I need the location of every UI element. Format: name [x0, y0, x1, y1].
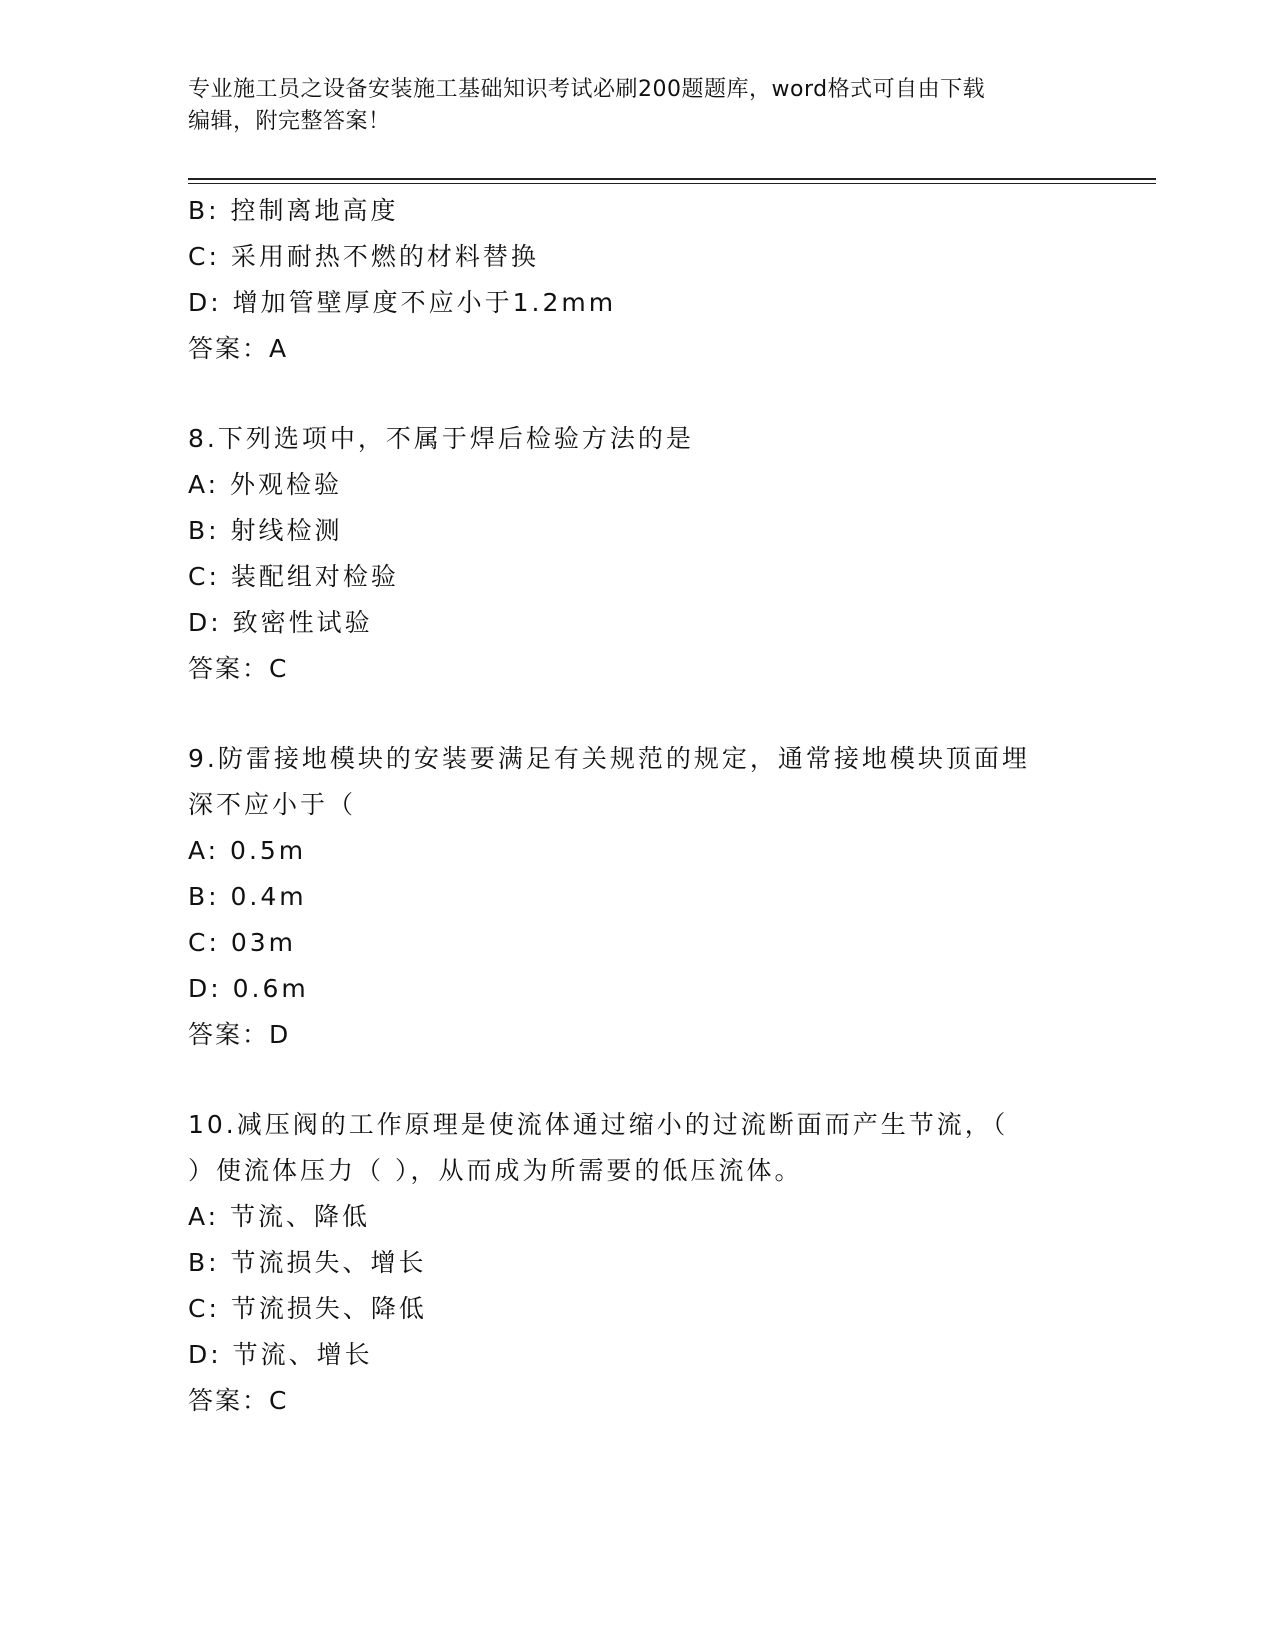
option-d: D: 增加管壁厚度不应小于1.2mm — [188, 288, 617, 317]
spacer — [188, 1058, 1068, 1102]
header-divider-thick — [188, 178, 1156, 180]
question-text-line-2: ）使流体压力（ ），从而成为所需要的低压流体。 — [188, 1156, 803, 1185]
question-text: 8.下列选项中，不属于焊后检验方法的是 — [188, 424, 694, 453]
answer-line: 答案：A — [188, 334, 289, 363]
header-title-line-1: 专业施工员之设备安装施工基础知识考试必刷200题题库，word格式可自由下载 — [188, 77, 986, 102]
question-block-7 — [188, 188, 1068, 372]
question-list — [188, 188, 1068, 1424]
option-a: A: 0.5m — [188, 836, 307, 865]
header-title-line-2: 编辑，附完整答案！ — [188, 109, 391, 134]
option-c: C: 装配组对检验 — [188, 562, 399, 591]
option-b: B: 控制离地高度 — [188, 196, 399, 225]
option-c: C: 节流损失、降低 — [188, 1294, 427, 1323]
question-block-8 — [188, 416, 1068, 692]
question-block-9 — [188, 736, 1068, 1058]
spacer — [188, 372, 1068, 416]
question-text-line-2: 深不应小于（ — [188, 790, 357, 819]
option-b: B: 射线检测 — [188, 516, 343, 545]
option-a: A: 节流、降低 — [188, 1202, 371, 1231]
option-d: D: 节流、增长 — [188, 1340, 373, 1369]
question-text-line-1: 9.防雷接地模块的安装要满足有关规范的规定，通常接地模块顶面埋 — [188, 744, 1030, 773]
spacer — [188, 692, 1068, 736]
option-d: D: 致密性试验 — [188, 608, 373, 637]
header-divider-thin — [188, 183, 1156, 184]
question-text-line-1: 10.减压阀的工作原理是使流体通过缩小的过流断面而产生节流，（ — [188, 1110, 1009, 1139]
answer-line: 答案：C — [188, 654, 289, 683]
option-c: C: 03m — [188, 928, 296, 957]
answer-line: 答案：C — [188, 1386, 289, 1415]
document-header — [188, 74, 1088, 138]
option-d: D: 0.6m — [188, 974, 309, 1003]
option-b: B: 节流损失、增长 — [188, 1248, 427, 1277]
option-c: C: 采用耐热不燃的材料替换 — [188, 242, 539, 271]
option-a: A: 外观检验 — [188, 470, 343, 499]
answer-line: 答案：D — [188, 1020, 291, 1049]
question-block-10 — [188, 1102, 1068, 1424]
option-b: B: 0.4m — [188, 882, 307, 911]
